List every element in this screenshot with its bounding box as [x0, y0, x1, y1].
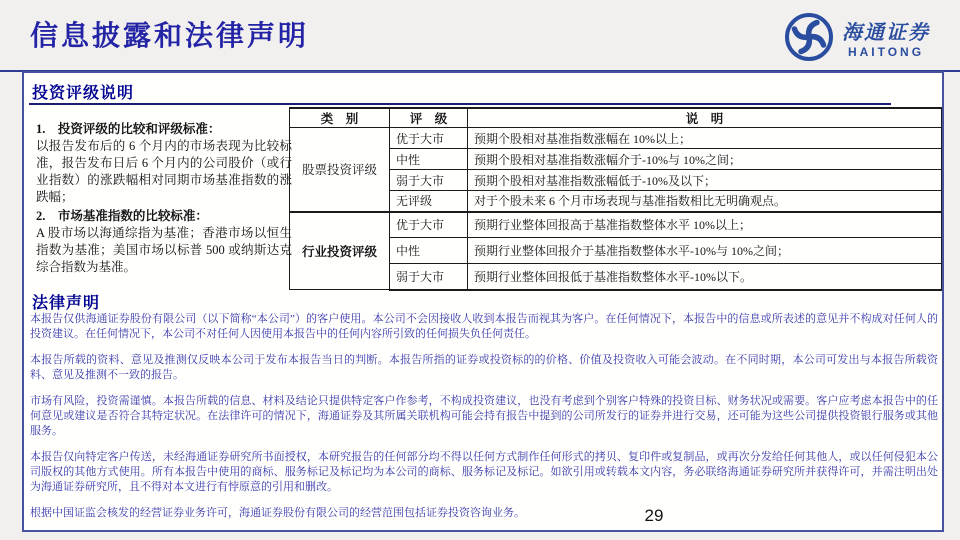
description-cell: 对于个股未来 6 个月市场表现与基准指数相比无明确观点。 — [468, 191, 942, 212]
header-category: 类 别 — [290, 108, 390, 128]
category-stock: 股票投资评级 — [290, 128, 390, 212]
description-cell: 预期行业整体回报介于基准指数整体水平-10%与 10%之间； — [468, 238, 942, 264]
legal-paragraph: 本报告所载的资料、意见及推测仅反映本公司于发布本报告当日的判断。本报告所指的证券或投资标的的价格、价值及投资收入可能会波动。在不同时期，本公司可发出与本报告所载资料、意见及推测不一致的报告。 — [30, 354, 938, 381]
rating-cell: 无评级 — [390, 191, 468, 212]
content-box — [22, 71, 944, 532]
page-title: 信息披露和法律声明 — [30, 21, 310, 52]
page-number: 29 — [644, 506, 664, 525]
legal-section-heading: 法律声明 — [32, 295, 101, 312]
legal-paragraph: 根据中国证监会核发的经营证券业务许可，海通证券股份有限公司的经营范围包括证券投资咨询业务。 — [30, 507, 525, 519]
header-rating: 评 级 — [390, 108, 468, 128]
company-name-en: HAITONG — [847, 45, 925, 59]
description-cell: 预期个股相对基准指数涨幅在 10%以上； — [468, 128, 942, 149]
company-name-cn: 海通证券 — [842, 22, 930, 44]
legal-paragraph: 市场有风险，投资需谨慎。本报告所载的信息、材料及结论只提供特定客户作参考，不构成投资建议，也没有考虑到个别客户特殊的投资目标、财务状况或需要。客户应考虑本报告中的任何意见或建议是否符合其特定状况。在法律许可的情况下，海通证券及其所属关联机构可能会持有报告中提到的公司所发行的证券并进行交易，还可能为这些公司提供投资银行服务或其他服务。 — [30, 395, 938, 437]
haitong-logo — [784, 10, 944, 66]
legal-paragraphs — [30, 312, 938, 532]
legal-paragraph: 本报告仅向特定客户传送，未经海通证券研究所书面授权，本研究报告的任何部分均不得以任何方式制作任何形式的拷贝、复印件或复制品，或再次分发给任何其他人，或以任何侵犯本公司版权的其他方式使用。所有本报告中使用的商标、服务标记及标记均为本公司的商标、服务标记及标记。如欲引用或转载本文内容，务必联络海通证券研究所并获得许可，并需注明出处为海通证券研究所，且不得对本文进行有悖原意的引用和删改。 — [30, 451, 938, 493]
note-1-body: 以报告发布后的 6 个月内的市场表现为比较标准，报告发布日后 6 个月内的公司股价（或行业指数）的涨跌幅相对同期市场基准指数的涨跌幅； — [36, 139, 292, 204]
rating-cell: 中性 — [390, 238, 468, 264]
haitong-logo-icon — [784, 12, 834, 62]
rating-cell: 弱于大市 — [390, 170, 468, 191]
rating-section-heading: 投资评级说明 — [32, 85, 135, 102]
rating-notes — [36, 121, 292, 276]
description-cell: 预期行业整体回报低于基准指数整体水平-10%以下。 — [468, 264, 942, 290]
note-2-title: 2. 市场基准指数的比较标准： — [36, 209, 208, 223]
note-2-body: A 股市场以海通综指为基准；香港市场以恒生指数为基准；美国市场以标普 500 或纳斯达克综合指数为基准。 — [36, 226, 292, 274]
description-cell: 预期个股相对基准指数涨幅低于-10%及以下； — [468, 170, 942, 191]
table-header-row — [290, 108, 942, 128]
rating-table — [289, 107, 942, 291]
legal-paragraph: 本报告仅供海通证券股份有限公司（以下简称“本公司”）的客户使用。本公司不会因接收人收到本报告而视其为客户。在任何情况下，本报告中的信息或所表述的意见并不构成对任何人的投资建议。在任何情况下，本公司不对任何人因使用本报告中的任何内容所引致的任何损失负任何责任。 — [30, 313, 938, 340]
category-industry: 行业投资评级 — [290, 212, 390, 290]
rating-cell: 中性 — [390, 149, 468, 170]
header-description: 说 明 — [468, 108, 942, 128]
rating-cell: 优于大市 — [390, 128, 468, 149]
haitong-logo-text — [842, 16, 930, 59]
rating-cell: 弱于大市 — [390, 264, 468, 290]
note-1-title: 1. 投资评级的比较和评级标准： — [36, 122, 221, 136]
rating-section-divider — [29, 103, 891, 105]
rating-cell: 优于大市 — [390, 212, 468, 238]
description-cell: 预期行业整体回报高于基准指数整体水平 10%以上； — [468, 212, 942, 238]
table-row — [290, 128, 942, 149]
table-row — [290, 212, 942, 238]
description-cell: 预期个股相对基准指数涨幅介于-10%与 10%之间； — [468, 149, 942, 170]
